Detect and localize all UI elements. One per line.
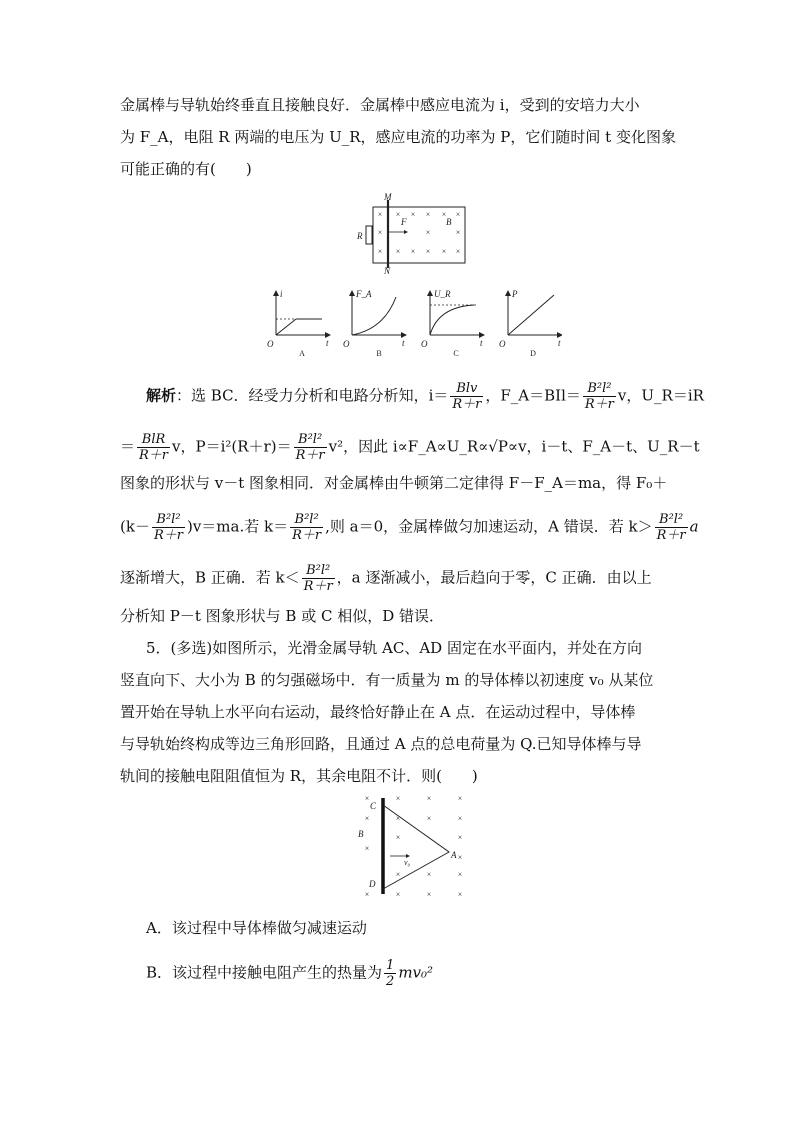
solution-line-6: 分析知 P－t 图象形状与 B 或 C 相似，D 错误． (120, 607, 445, 625)
problem5-line-4: 与导轨始终构成等边三角形回路，且通过 A 点的总电荷量为 Q.已知导体棒与导 (120, 735, 642, 753)
svg-text:R: R (357, 231, 363, 241)
fraction: $\frac{\text{BlR}}{R+r}$ (139, 432, 169, 463)
graph-a-letter: A (299, 349, 305, 358)
svg-text:×: × (425, 228, 431, 237)
svg-text:×: × (364, 814, 370, 823)
fraction: $\frac{1}{2}$ (386, 958, 395, 989)
svg-text:×: × (395, 794, 401, 803)
label-b: B (358, 829, 364, 839)
svg-text:M: M (384, 192, 392, 202)
fraction: $\frac{\text{B²l²}}{R+r}$ (292, 512, 322, 543)
svg-text:×: × (364, 890, 370, 899)
fraction: $\frac{\text{B²l²}}{R+r}$ (656, 512, 686, 543)
option-a: A．该过程中导体棒做匀减速运动 (146, 919, 367, 937)
solution-text: 逐渐增大，B 正确．若 k＜ (120, 568, 300, 587)
option-b (146, 958, 433, 989)
problem5-line-3: 置开始在导轨上水平向右运动，最终恰好静止在 A 点．在运动过程中，导体棒 (120, 703, 636, 721)
graph-b-origin: O (343, 339, 350, 349)
solution-text: ，a 逐渐减小，最后趋向于零，C 正确．由以上 (336, 568, 652, 587)
svg-text:×: × (377, 247, 383, 256)
graph-c-origin: O (421, 339, 428, 349)
svg-text:×: × (377, 228, 383, 237)
svg-text:×: × (441, 247, 447, 256)
graph-d-origin: O (499, 339, 506, 349)
solution-line-4 (120, 512, 699, 543)
graph-d-xlabel: t (558, 338, 561, 348)
fraction: $\frac{\text{Blv}}{R+r}$ (452, 381, 482, 412)
graph-a-ylabel: i (280, 289, 283, 299)
fraction: $\frac{\text{B²l²}}{R+r}$ (153, 512, 183, 543)
graph-b-letter: B (376, 349, 382, 358)
solution-text: v，P＝i²(R＋r)＝ (172, 437, 292, 456)
graph-a (276, 291, 330, 335)
svg-text:×: × (426, 870, 432, 879)
label-c: C (370, 801, 377, 811)
triangle-figure (352, 790, 472, 900)
svg-text:N: N (384, 266, 391, 276)
fraction: $\frac{\text{B²l²}}{R+r}$ (303, 563, 333, 594)
svg-text:×: × (425, 210, 431, 219)
svg-text:×: × (364, 794, 370, 803)
solution-line-1 (146, 381, 704, 412)
graph-c-xlabel: t (480, 338, 483, 348)
solution-line-5 (120, 563, 652, 594)
solution-text: v，U_R＝iR (617, 386, 704, 405)
stem-line-2: 为 F_A，电阻 R 两端的电压为 U_R，感应电流的功率为 P，它们随时间 t 变化图象 (120, 128, 676, 146)
stem-line-1: 金属棒与导轨始终垂直且接触良好．金属棒中感应电流为 i，受到的安培力大小 (120, 96, 640, 114)
svg-text:×: × (395, 890, 401, 899)
graph-b-ylabel: F_A (356, 289, 372, 299)
problem5-line-5: 轨间的接触电阻阻值恒为 R，其余电阻不计．则( ) (120, 767, 478, 785)
svg-text:×: × (457, 833, 463, 842)
svg-text:×: × (455, 228, 461, 237)
problem5-line-2: 竖直向下、大小为 B 的匀强磁场中．有一质量为 m 的导体棒以初速度 v₀ 从某位 (120, 671, 654, 689)
svg-text:×: × (426, 814, 432, 823)
svg-text:×: × (426, 794, 432, 803)
solution-text: ，F_A＝BIl＝ (485, 386, 581, 405)
label-d: D (369, 879, 376, 889)
graph-c-letter: C (453, 349, 459, 358)
graph-b-xlabel: t (402, 338, 405, 348)
svg-text:×: × (395, 814, 401, 823)
graph-c-ylabel: U_R (434, 289, 451, 299)
fraction: $\frac{\text{B²l²}}{R+r}$ (584, 381, 614, 412)
svg-text:×: × (395, 210, 401, 219)
svg-text:×: × (410, 247, 416, 256)
svg-text:×: × (457, 853, 463, 862)
svg-text:×: × (395, 247, 401, 256)
solution-text: v²，因此 i∝F_A∝U_R∝√P∝v，i－t、F_A－t、U_R－t (328, 437, 700, 456)
solution-line-3: 图象的形状与 v－t 图象相同．对金属棒由牛顿第二定律得 F－F_A＝ma，得 F₀＋ (120, 474, 668, 492)
circuit-figure (352, 192, 468, 276)
graph-d-letter: D (530, 349, 536, 358)
graph-a-xlabel: t (326, 338, 329, 348)
label-a: A (451, 850, 457, 860)
svg-text:×: × (395, 833, 401, 842)
graph-d-ylabel: P (512, 289, 518, 299)
svg-text:×: × (455, 210, 461, 219)
stem-line-3: 可能正确的有( ) (120, 160, 252, 178)
solution-text: (k－ (120, 517, 150, 536)
solution-text: ＝ (120, 437, 136, 456)
svg-text:B: B (446, 217, 452, 227)
graph-a-origin: O (267, 339, 274, 349)
svg-text:×: × (457, 794, 463, 803)
solution-text: ：选 BC．经受力分析和电路分析知，i＝ (176, 386, 449, 405)
svg-text:×: × (377, 210, 383, 219)
svg-text:×: × (426, 890, 432, 899)
solution-text: a (689, 517, 699, 536)
label-v0: v₀ (404, 858, 411, 867)
svg-text:×: × (455, 247, 461, 256)
problem5-line-1: 5．(多选)如图所示，光滑金属导轨 AC、AD 固定在水平面内，并处在方向 (146, 639, 642, 657)
svg-text:×: × (457, 814, 463, 823)
solution-heading: 解析 (146, 386, 177, 405)
solution-text: ,则 a＝0，金属棒做匀加速运动，A 错误．若 k＞ (325, 517, 653, 536)
svg-text:×: × (395, 870, 401, 879)
solution-line-2 (120, 432, 700, 463)
svg-text:F: F (401, 217, 407, 227)
svg-text:×: × (441, 210, 447, 219)
svg-text:×: × (457, 890, 463, 899)
option-b-text: B．该过程中接触电阻产生的热量为 (146, 963, 383, 982)
svg-text:×: × (425, 247, 431, 256)
solution-text: )v＝ma.若 k＝ (186, 517, 289, 536)
svg-text:×: × (457, 870, 463, 879)
fraction: $\frac{\text{B²l²}}{R+r}$ (295, 432, 325, 463)
option-b-formula: mv₀² (398, 963, 434, 982)
svg-text:×: × (364, 844, 370, 853)
svg-text:×: × (410, 210, 416, 219)
option-graphs (262, 285, 562, 360)
